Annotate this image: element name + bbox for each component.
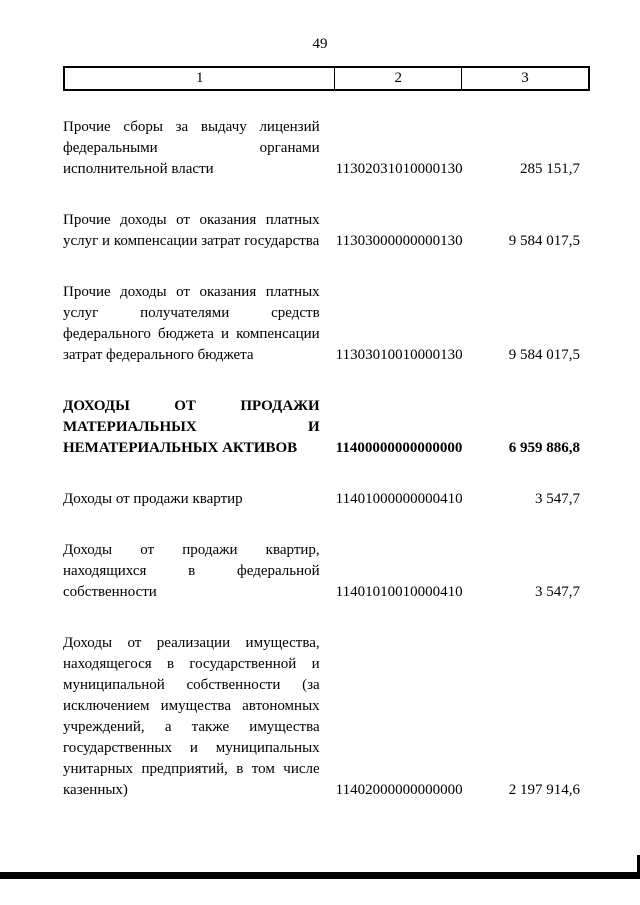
row-code: 11303010010000130 xyxy=(335,347,463,363)
table-row xyxy=(63,633,590,801)
row-amount: 2 197 914,6 xyxy=(508,782,580,798)
row-amount: 9 584 017,5 xyxy=(508,233,580,249)
table-column-header xyxy=(63,66,590,91)
column-header-3: 3 xyxy=(461,67,589,90)
table-row xyxy=(63,282,590,396)
row-code: 11402000000000000 xyxy=(335,782,463,798)
table-row xyxy=(63,489,590,540)
row-amount: 9 584 017,5 xyxy=(508,347,580,363)
table-row-section-total xyxy=(63,396,590,489)
table-row xyxy=(63,210,590,282)
row-amount: 6 959 886,8 xyxy=(508,440,580,456)
scan-artifact-bar xyxy=(0,872,640,879)
row-title: Доходы от реализации имущества, находящегося в государственной и муниципальной собственности (за исключением имущества автономных учреждений, а также имущества государственных и муниципальных унитарных предприятий, в том числе казенных) xyxy=(63,635,320,798)
row-title: Прочие доходы от оказания платных услуг получателями средств федерального бюджета и компенсации затрат федерального бюджета xyxy=(63,284,320,363)
page-number: 49 xyxy=(312,36,328,52)
row-title: Доходы от продажи квартир xyxy=(63,491,243,507)
row-code: 11401010010000410 xyxy=(335,584,463,600)
row-amount: 3 547,7 xyxy=(535,491,580,507)
row-code: 11302031010000130 xyxy=(335,161,463,177)
column-header-2: 2 xyxy=(335,67,462,90)
row-title: Прочие доходы от оказания платных услуг и компенсации затрат государства xyxy=(63,212,320,249)
row-code: 11401000000000410 xyxy=(335,491,463,507)
row-code: 11303000000000130 xyxy=(335,233,463,249)
row-title: ДОХОДЫ ОТ ПРОДАЖИ МАТЕРИАЛЬНЫХ И НЕМАТЕРИАЛЬНЫХ АКТИВОВ xyxy=(63,398,320,456)
row-amount: 3 547,7 xyxy=(535,584,580,600)
table-row xyxy=(63,540,590,633)
budget-table xyxy=(63,117,590,801)
table-row xyxy=(63,117,590,210)
header-row xyxy=(64,67,589,90)
row-title: Доходы от продажи квартир, находящихся в федеральной собственности xyxy=(63,542,320,600)
column-header-1: 1 xyxy=(64,67,335,90)
row-code: 11400000000000000 xyxy=(335,440,463,456)
row-title: Прочие сборы за выдачу лицензий федеральными органами исполнительной власти xyxy=(63,119,320,177)
row-amount: 285 151,7 xyxy=(520,161,580,177)
